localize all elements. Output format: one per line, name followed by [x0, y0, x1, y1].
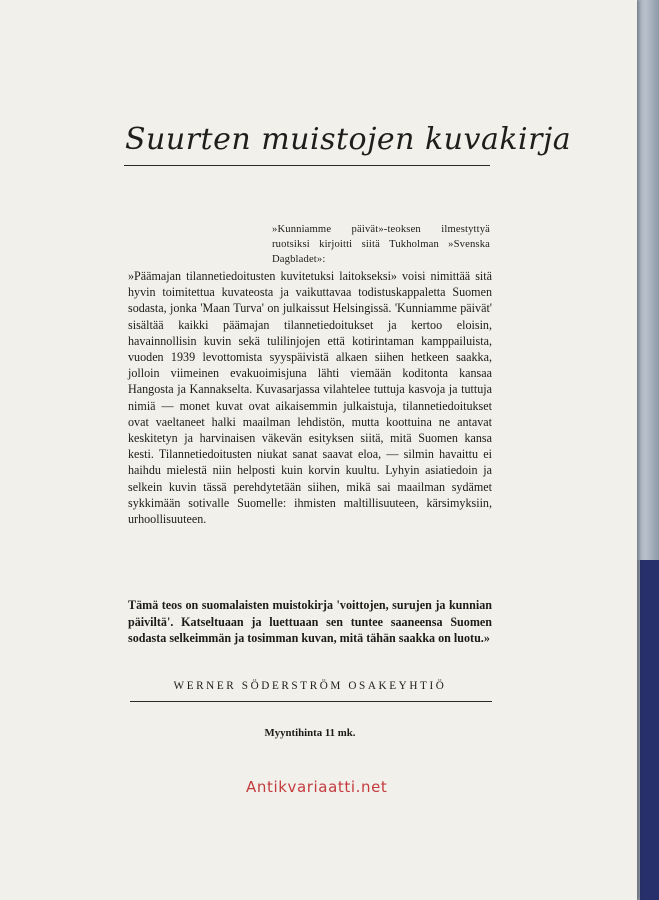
price-label: Myyntihinta 11 mk. — [264, 727, 356, 739]
page-title: Suurten muistojen kuvakirja — [125, 122, 572, 157]
review-paragraph: »Päämajan tilannetiedoitusten kuvitetuksi laitokseksi» voisi nimittää sitä hyvin toimitettua kuvateosta ja vaikuttavaa todistuskappaletta Suomen sodasta, jonka 'Maan Turva' on julkaissut Helsingissä. 'Kunniamme päivät' sisältää kaikki päämajan tilannetiedoitukset ja kertoo eloisin, havainnollisin kuvin sekä tulilinjojen että kotirintaman kamppailuista, vuoden 1939 levottomista syyspäivistä alkaen siihen hetkeen saakka, jolloin viimeinen evakuoimisjuna lähti viemään koditonta kansaa Hangosta ja Kannakselta. Kuvasarjassa vilahtelee tuttuja kasvoja ja tuttuja nimiä — monet kuvat ovat aikaisemmin julkaistuja, tilannetiedoitukset ovat vaeltaneet halki maailman lehdistön, mutta koottuina ne antavat keskitetyn ja harvinaisen väkevän esityksen siitä, mitä Suomen kansa kesti. Tilannetiedoitusten niukat sanat saavat eloa, — silmin havaittu ei haihdu mielestä niin helposti kuin korvin kuultu. Lyhyin asiatiedoin ja selkein kuvin tässä perehdytetään siihen, mikä sai maailman sydämet sykkimään sotivalle Suomelle: ihmisten maltillisuuteen, kärsimyksiin, urhoollisuuteen. — [128, 269, 492, 527]
publisher-name: WERNER SÖDERSTRÖM OSAKEYHTIÖ — [173, 680, 447, 692]
background-strip-top — [636, 0, 659, 560]
background-strip-bottom — [640, 560, 659, 900]
title-rule — [124, 165, 490, 166]
watermark-text: Antikvariaatti.net — [246, 778, 388, 796]
intro-paragraph: »Kunniamme päivät»-teoksen ilmestyttyä ruotsiksi kirjoitti siitä Tukholman »Svenska Dagbladet»: — [272, 224, 490, 265]
publisher-rule — [130, 701, 492, 702]
closing-paragraph: Tämä teos on suomalaisten muistokirja 'voittojen, surujen ja kunnian päiviltä'. Katseltuaan ja luettuaan sen tuntee saaneensa Suomen sodasta selkeimmän ja tosimman kuvan, mitä tähän saakka on luotu.» — [128, 598, 492, 645]
